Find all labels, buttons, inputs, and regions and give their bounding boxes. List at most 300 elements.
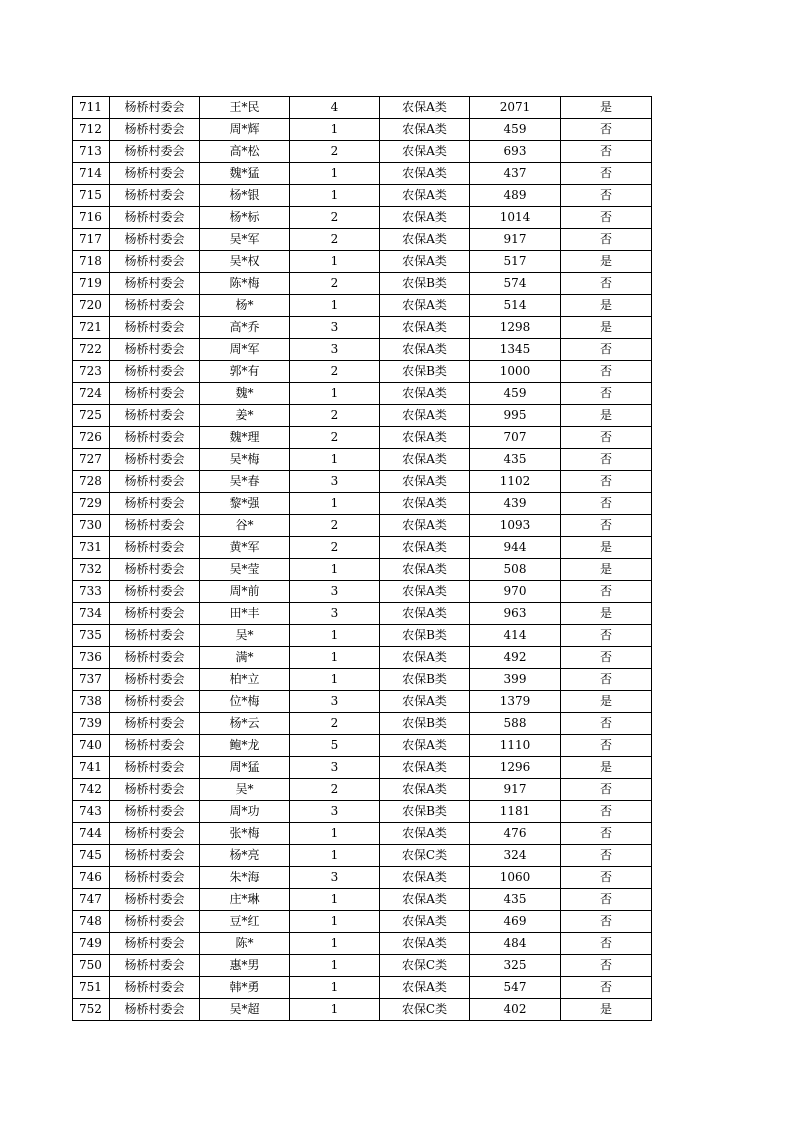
table-body <box>73 97 652 1021</box>
amount-cell: 437 <box>470 163 561 185</box>
flag-cell: 否 <box>561 647 652 669</box>
row-number-cell: 748 <box>73 911 110 933</box>
village-committee-cell: 杨桥村委会 <box>110 713 200 735</box>
amount-cell: 693 <box>470 141 561 163</box>
person-name-cell: 满* <box>200 647 290 669</box>
amount-cell: 435 <box>470 889 561 911</box>
table-row <box>73 493 652 515</box>
row-number-cell: 720 <box>73 295 110 317</box>
village-committee-cell: 杨桥村委会 <box>110 273 200 295</box>
data-table <box>72 96 652 1021</box>
insurance-type-cell: 农保B类 <box>380 669 470 691</box>
table-row <box>73 933 652 955</box>
table-row <box>73 757 652 779</box>
person-name-cell: 吴*春 <box>200 471 290 493</box>
insurance-type-cell: 农保A类 <box>380 383 470 405</box>
amount-cell: 917 <box>470 229 561 251</box>
insurance-type-cell: 农保A类 <box>380 229 470 251</box>
household-count-cell: 1 <box>290 823 380 845</box>
insurance-type-cell: 农保B类 <box>380 625 470 647</box>
insurance-type-cell: 农保A类 <box>380 603 470 625</box>
household-count-cell: 1 <box>290 647 380 669</box>
person-name-cell: 陈* <box>200 933 290 955</box>
person-name-cell: 杨* <box>200 295 290 317</box>
table-row <box>73 977 652 999</box>
flag-cell: 是 <box>561 691 652 713</box>
village-committee-cell: 杨桥村委会 <box>110 405 200 427</box>
row-number-cell: 729 <box>73 493 110 515</box>
row-number-cell: 749 <box>73 933 110 955</box>
table-row <box>73 845 652 867</box>
village-committee-cell: 杨桥村委会 <box>110 647 200 669</box>
insurance-type-cell: 农保A类 <box>380 207 470 229</box>
flag-cell: 否 <box>561 119 652 141</box>
person-name-cell: 杨*亮 <box>200 845 290 867</box>
amount-cell: 459 <box>470 119 561 141</box>
village-committee-cell: 杨桥村委会 <box>110 163 200 185</box>
household-count-cell: 1 <box>290 383 380 405</box>
household-count-cell: 3 <box>290 867 380 889</box>
flag-cell: 否 <box>561 779 652 801</box>
insurance-type-cell: 农保A类 <box>380 735 470 757</box>
person-name-cell: 谷* <box>200 515 290 537</box>
flag-cell: 是 <box>561 317 652 339</box>
table-row <box>73 625 652 647</box>
row-number-cell: 712 <box>73 119 110 141</box>
row-number-cell: 731 <box>73 537 110 559</box>
flag-cell: 是 <box>561 559 652 581</box>
row-number-cell: 742 <box>73 779 110 801</box>
household-count-cell: 1 <box>290 999 380 1021</box>
amount-cell: 707 <box>470 427 561 449</box>
person-name-cell: 杨*标 <box>200 207 290 229</box>
table-row <box>73 691 652 713</box>
row-number-cell: 745 <box>73 845 110 867</box>
village-committee-cell: 杨桥村委会 <box>110 955 200 977</box>
row-number-cell: 752 <box>73 999 110 1021</box>
village-committee-cell: 杨桥村委会 <box>110 691 200 713</box>
amount-cell: 2071 <box>470 97 561 119</box>
table-row <box>73 647 652 669</box>
insurance-type-cell: 农保B类 <box>380 361 470 383</box>
village-committee-cell: 杨桥村委会 <box>110 757 200 779</box>
household-count-cell: 5 <box>290 735 380 757</box>
amount-cell: 459 <box>470 383 561 405</box>
amount-cell: 588 <box>470 713 561 735</box>
village-committee-cell: 杨桥村委会 <box>110 669 200 691</box>
table-row <box>73 361 652 383</box>
flag-cell: 否 <box>561 493 652 515</box>
insurance-type-cell: 农保A类 <box>380 405 470 427</box>
insurance-type-cell: 农保B类 <box>380 273 470 295</box>
person-name-cell: 周*功 <box>200 801 290 823</box>
household-count-cell: 3 <box>290 691 380 713</box>
row-number-cell: 717 <box>73 229 110 251</box>
table-row <box>73 867 652 889</box>
insurance-type-cell: 农保A类 <box>380 295 470 317</box>
insurance-type-cell: 农保A类 <box>380 691 470 713</box>
household-count-cell: 2 <box>290 273 380 295</box>
row-number-cell: 725 <box>73 405 110 427</box>
flag-cell: 否 <box>561 229 652 251</box>
person-name-cell: 柏*立 <box>200 669 290 691</box>
village-committee-cell: 杨桥村委会 <box>110 999 200 1021</box>
household-count-cell: 1 <box>290 449 380 471</box>
table-row <box>73 999 652 1021</box>
flag-cell: 否 <box>561 207 652 229</box>
row-number-cell: 724 <box>73 383 110 405</box>
flag-cell: 否 <box>561 823 652 845</box>
household-count-cell: 3 <box>290 317 380 339</box>
flag-cell: 是 <box>561 999 652 1021</box>
person-name-cell: 周*猛 <box>200 757 290 779</box>
person-name-cell: 吴* <box>200 625 290 647</box>
amount-cell: 1345 <box>470 339 561 361</box>
village-committee-cell: 杨桥村委会 <box>110 295 200 317</box>
row-number-cell: 715 <box>73 185 110 207</box>
amount-cell: 1296 <box>470 757 561 779</box>
row-number-cell: 739 <box>73 713 110 735</box>
village-committee-cell: 杨桥村委会 <box>110 383 200 405</box>
amount-cell: 970 <box>470 581 561 603</box>
row-number-cell: 747 <box>73 889 110 911</box>
insurance-type-cell: 农保A类 <box>380 141 470 163</box>
table-row <box>73 141 652 163</box>
village-committee-cell: 杨桥村委会 <box>110 515 200 537</box>
row-number-cell: 722 <box>73 339 110 361</box>
village-committee-cell: 杨桥村委会 <box>110 845 200 867</box>
household-count-cell: 3 <box>290 581 380 603</box>
household-count-cell: 3 <box>290 801 380 823</box>
insurance-type-cell: 农保B类 <box>380 713 470 735</box>
person-name-cell: 鲍*龙 <box>200 735 290 757</box>
person-name-cell: 田*丰 <box>200 603 290 625</box>
table-row <box>73 801 652 823</box>
amount-cell: 325 <box>470 955 561 977</box>
row-number-cell: 711 <box>73 97 110 119</box>
village-committee-cell: 杨桥村委会 <box>110 603 200 625</box>
table-row <box>73 229 652 251</box>
household-count-cell: 1 <box>290 955 380 977</box>
village-committee-cell: 杨桥村委会 <box>110 141 200 163</box>
household-count-cell: 2 <box>290 229 380 251</box>
amount-cell: 1181 <box>470 801 561 823</box>
village-committee-cell: 杨桥村委会 <box>110 97 200 119</box>
flag-cell: 否 <box>561 911 652 933</box>
amount-cell: 944 <box>470 537 561 559</box>
flag-cell: 否 <box>561 933 652 955</box>
table-row <box>73 383 652 405</box>
insurance-type-cell: 农保A类 <box>380 97 470 119</box>
household-count-cell: 1 <box>290 845 380 867</box>
person-name-cell: 姜* <box>200 405 290 427</box>
insurance-type-cell: 农保A类 <box>380 823 470 845</box>
row-number-cell: 734 <box>73 603 110 625</box>
household-count-cell: 1 <box>290 185 380 207</box>
flag-cell: 是 <box>561 405 652 427</box>
row-number-cell: 750 <box>73 955 110 977</box>
flag-cell: 否 <box>561 845 652 867</box>
amount-cell: 1014 <box>470 207 561 229</box>
village-committee-cell: 杨桥村委会 <box>110 229 200 251</box>
table-row <box>73 251 652 273</box>
insurance-type-cell: 农保B类 <box>380 801 470 823</box>
row-number-cell: 738 <box>73 691 110 713</box>
household-count-cell: 1 <box>290 933 380 955</box>
insurance-type-cell: 农保A类 <box>380 757 470 779</box>
insurance-type-cell: 农保A类 <box>380 471 470 493</box>
household-count-cell: 3 <box>290 471 380 493</box>
person-name-cell: 周*辉 <box>200 119 290 141</box>
village-committee-cell: 杨桥村委会 <box>110 339 200 361</box>
table-row <box>73 537 652 559</box>
person-name-cell: 吴*超 <box>200 999 290 1021</box>
village-committee-cell: 杨桥村委会 <box>110 911 200 933</box>
household-count-cell: 1 <box>290 977 380 999</box>
row-number-cell: 719 <box>73 273 110 295</box>
insurance-type-cell: 农保C类 <box>380 999 470 1021</box>
table-row <box>73 185 652 207</box>
table-row <box>73 713 652 735</box>
row-number-cell: 730 <box>73 515 110 537</box>
insurance-type-cell: 农保C类 <box>380 955 470 977</box>
household-count-cell: 1 <box>290 295 380 317</box>
table-row <box>73 669 652 691</box>
flag-cell: 否 <box>561 185 652 207</box>
row-number-cell: 744 <box>73 823 110 845</box>
insurance-type-cell: 农保A类 <box>380 185 470 207</box>
table-row <box>73 955 652 977</box>
household-count-cell: 2 <box>290 405 380 427</box>
table-row <box>73 295 652 317</box>
flag-cell: 是 <box>561 97 652 119</box>
table-row <box>73 207 652 229</box>
amount-cell: 917 <box>470 779 561 801</box>
insurance-type-cell: 农保A类 <box>380 889 470 911</box>
flag-cell: 否 <box>561 867 652 889</box>
household-count-cell: 3 <box>290 603 380 625</box>
amount-cell: 484 <box>470 933 561 955</box>
village-committee-cell: 杨桥村委会 <box>110 427 200 449</box>
household-count-cell: 2 <box>290 361 380 383</box>
household-count-cell: 1 <box>290 493 380 515</box>
amount-cell: 402 <box>470 999 561 1021</box>
flag-cell: 否 <box>561 977 652 999</box>
person-name-cell: 杨*云 <box>200 713 290 735</box>
amount-cell: 508 <box>470 559 561 581</box>
amount-cell: 574 <box>470 273 561 295</box>
flag-cell: 否 <box>561 141 652 163</box>
amount-cell: 489 <box>470 185 561 207</box>
household-count-cell: 4 <box>290 97 380 119</box>
flag-cell: 否 <box>561 163 652 185</box>
village-committee-cell: 杨桥村委会 <box>110 207 200 229</box>
household-count-cell: 1 <box>290 911 380 933</box>
household-count-cell: 1 <box>290 163 380 185</box>
insurance-type-cell: 农保C类 <box>380 845 470 867</box>
flag-cell: 否 <box>561 515 652 537</box>
person-name-cell: 吴*梅 <box>200 449 290 471</box>
amount-cell: 963 <box>470 603 561 625</box>
person-name-cell: 吴*军 <box>200 229 290 251</box>
amount-cell: 514 <box>470 295 561 317</box>
flag-cell: 否 <box>561 735 652 757</box>
table-row <box>73 427 652 449</box>
flag-cell: 否 <box>561 427 652 449</box>
flag-cell: 否 <box>561 273 652 295</box>
row-number-cell: 732 <box>73 559 110 581</box>
flag-cell: 否 <box>561 449 652 471</box>
flag-cell: 否 <box>561 339 652 361</box>
flag-cell: 否 <box>561 955 652 977</box>
person-name-cell: 魏*猛 <box>200 163 290 185</box>
table-row <box>73 317 652 339</box>
insurance-type-cell: 农保A类 <box>380 493 470 515</box>
household-count-cell: 1 <box>290 251 380 273</box>
village-committee-cell: 杨桥村委会 <box>110 471 200 493</box>
row-number-cell: 735 <box>73 625 110 647</box>
flag-cell: 是 <box>561 251 652 273</box>
flag-cell: 否 <box>561 713 652 735</box>
row-number-cell: 713 <box>73 141 110 163</box>
amount-cell: 547 <box>470 977 561 999</box>
flag-cell: 否 <box>561 471 652 493</box>
person-name-cell: 韩*勇 <box>200 977 290 999</box>
flag-cell: 是 <box>561 603 652 625</box>
table-row <box>73 581 652 603</box>
village-committee-cell: 杨桥村委会 <box>110 801 200 823</box>
insurance-type-cell: 农保A类 <box>380 559 470 581</box>
row-number-cell: 743 <box>73 801 110 823</box>
insurance-type-cell: 农保A类 <box>380 977 470 999</box>
village-committee-cell: 杨桥村委会 <box>110 119 200 141</box>
insurance-type-cell: 农保A类 <box>380 427 470 449</box>
amount-cell: 517 <box>470 251 561 273</box>
amount-cell: 435 <box>470 449 561 471</box>
insurance-type-cell: 农保A类 <box>380 647 470 669</box>
household-count-cell: 3 <box>290 339 380 361</box>
table-row <box>73 889 652 911</box>
village-committee-cell: 杨桥村委会 <box>110 779 200 801</box>
insurance-type-cell: 农保A类 <box>380 119 470 141</box>
village-committee-cell: 杨桥村委会 <box>110 581 200 603</box>
table-row <box>73 449 652 471</box>
table-row <box>73 603 652 625</box>
row-number-cell: 733 <box>73 581 110 603</box>
flag-cell: 否 <box>561 625 652 647</box>
row-number-cell: 726 <box>73 427 110 449</box>
row-number-cell: 741 <box>73 757 110 779</box>
household-count-cell: 2 <box>290 515 380 537</box>
flag-cell: 是 <box>561 537 652 559</box>
person-name-cell: 魏* <box>200 383 290 405</box>
household-count-cell: 2 <box>290 713 380 735</box>
village-committee-cell: 杨桥村委会 <box>110 889 200 911</box>
village-committee-cell: 杨桥村委会 <box>110 867 200 889</box>
village-committee-cell: 杨桥村委会 <box>110 735 200 757</box>
household-count-cell: 3 <box>290 757 380 779</box>
amount-cell: 1060 <box>470 867 561 889</box>
village-committee-cell: 杨桥村委会 <box>110 361 200 383</box>
amount-cell: 476 <box>470 823 561 845</box>
row-number-cell: 737 <box>73 669 110 691</box>
amount-cell: 492 <box>470 647 561 669</box>
table-row <box>73 735 652 757</box>
row-number-cell: 716 <box>73 207 110 229</box>
person-name-cell: 高*乔 <box>200 317 290 339</box>
table-row <box>73 339 652 361</box>
row-number-cell: 746 <box>73 867 110 889</box>
person-name-cell: 高*松 <box>200 141 290 163</box>
flag-cell: 否 <box>561 889 652 911</box>
household-count-cell: 2 <box>290 207 380 229</box>
person-name-cell: 豆*红 <box>200 911 290 933</box>
household-count-cell: 1 <box>290 669 380 691</box>
row-number-cell: 718 <box>73 251 110 273</box>
village-committee-cell: 杨桥村委会 <box>110 625 200 647</box>
flag-cell: 否 <box>561 383 652 405</box>
amount-cell: 1000 <box>470 361 561 383</box>
insurance-type-cell: 农保A类 <box>380 449 470 471</box>
insurance-type-cell: 农保A类 <box>380 867 470 889</box>
person-name-cell: 魏*理 <box>200 427 290 449</box>
village-committee-cell: 杨桥村委会 <box>110 185 200 207</box>
insurance-type-cell: 农保A类 <box>380 163 470 185</box>
person-name-cell: 黎*强 <box>200 493 290 515</box>
row-number-cell: 751 <box>73 977 110 999</box>
table-row <box>73 163 652 185</box>
amount-cell: 1102 <box>470 471 561 493</box>
amount-cell: 1379 <box>470 691 561 713</box>
table-row <box>73 779 652 801</box>
table-row <box>73 405 652 427</box>
insurance-type-cell: 农保A类 <box>380 251 470 273</box>
flag-cell: 是 <box>561 757 652 779</box>
row-number-cell: 740 <box>73 735 110 757</box>
insurance-type-cell: 农保A类 <box>380 779 470 801</box>
village-committee-cell: 杨桥村委会 <box>110 559 200 581</box>
insurance-type-cell: 农保A类 <box>380 537 470 559</box>
person-name-cell: 庄*琳 <box>200 889 290 911</box>
person-name-cell: 陈*梅 <box>200 273 290 295</box>
person-name-cell: 位*梅 <box>200 691 290 713</box>
amount-cell: 1110 <box>470 735 561 757</box>
household-count-cell: 1 <box>290 559 380 581</box>
table-row <box>73 97 652 119</box>
row-number-cell: 728 <box>73 471 110 493</box>
table-row <box>73 471 652 493</box>
insurance-type-cell: 农保A类 <box>380 911 470 933</box>
insurance-type-cell: 农保A类 <box>380 933 470 955</box>
flag-cell: 否 <box>561 361 652 383</box>
table-row <box>73 119 652 141</box>
person-name-cell: 周*前 <box>200 581 290 603</box>
table-row <box>73 515 652 537</box>
person-name-cell: 吴*权 <box>200 251 290 273</box>
row-number-cell: 736 <box>73 647 110 669</box>
flag-cell: 否 <box>561 669 652 691</box>
insurance-type-cell: 农保A类 <box>380 581 470 603</box>
row-number-cell: 714 <box>73 163 110 185</box>
row-number-cell: 727 <box>73 449 110 471</box>
flag-cell: 否 <box>561 581 652 603</box>
household-count-cell: 1 <box>290 119 380 141</box>
village-committee-cell: 杨桥村委会 <box>110 823 200 845</box>
person-name-cell: 杨*银 <box>200 185 290 207</box>
person-name-cell: 吴* <box>200 779 290 801</box>
person-name-cell: 郭*有 <box>200 361 290 383</box>
insurance-type-cell: 农保A类 <box>380 339 470 361</box>
